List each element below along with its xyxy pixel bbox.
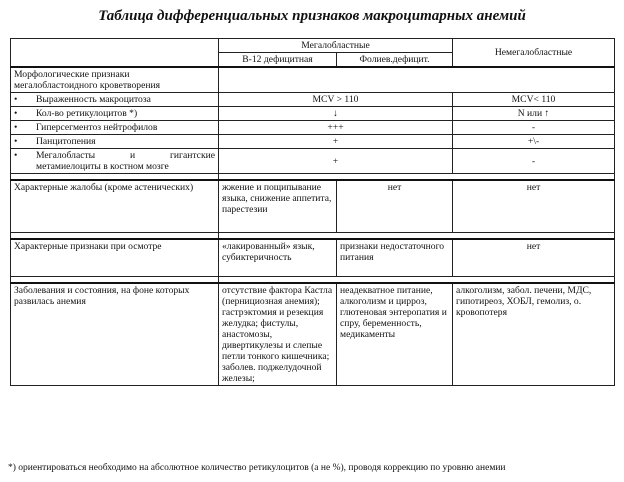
complaints-row [11,180,615,232]
footnote: *) ориентироваться необходимо на абсолютное количество ретикулоцитов (а не %), проводя коррекцию по уровню анемии [8,463,506,473]
header-empty-cell [11,39,219,68]
morph-label: • Мегалобласты и гигантские метамиелоциты в костном мозге [11,149,219,174]
morph-row [11,107,615,121]
morph-row [11,121,615,135]
morph-mega-value: MCV > 110 [219,93,453,107]
complaints-label: Характерные жалобы (кроме астенических) [11,180,219,232]
morph-mega-value: ↓ [219,107,453,121]
morph-mega-value: +++ [219,121,453,135]
diseases-b12: отсутствие фактора Кастла (пернициозная анемия); гастрэктомия и резекция желудка; фистулы, анастомозы, дивертикулезы и слепые петли тонкого кишечника; заболев. поджелудочной железы; [219,283,337,386]
exam-folate: признаки недостаточного питания [337,239,453,277]
morph-label: • Выраженность макроцитоза [11,93,219,107]
complaints-b12: жжение и пощипывание языка, снижение аппетита, парестезии [219,180,337,232]
morph-nonmega-value: +\- [453,135,615,149]
morph-label: • Кол-во ретикулоцитов *) [11,107,219,121]
complaints-nonmega: нет [453,180,615,232]
morph-row [11,93,615,107]
exam-label: Характерные признаки при осмотре [11,239,219,277]
exam-b12: «лакированный» язык, субиктеричность [219,239,337,277]
header-b12: В-12 дефицитная [219,53,337,68]
morph-nonmega-value: N или ↑ [453,107,615,121]
morph-row [11,135,615,149]
morph-section-row [11,67,615,93]
morph-label: • Гиперсегментоз нейтрофилов [11,121,219,135]
page-title: Таблица дифференциальных признаков макроцитарных анемий [98,8,526,24]
diseases-folate: неадекватное питание, алкоголизм и цирроз, глютеновая энтеропатия и спру, беременность, медикаменты [337,283,453,386]
morph-row [11,149,615,174]
diseases-nonmega: алкоголизм, забол. печени, МДС, гипотиреоз, ХОБЛ, гемолиз, о. кровопотеря [453,283,615,386]
header-row [11,39,615,53]
exam-nonmega: нет [453,239,615,277]
morph-section-label: Морфологические признаки мегалобластоидного кроветворения [11,67,219,93]
header-megaloblastic: Мегалобластные [219,39,453,53]
morph-nonmega-value: - [453,149,615,174]
morph-nonmega-value: - [453,121,615,135]
morph-section-empty [219,67,615,93]
exam-row [11,239,615,277]
complaints-folate: нет [337,180,453,232]
header-folate: Фолиев.дефицит. [337,53,453,68]
diseases-label: Заболевания и состояния, на фоне которых развилась анемия [11,283,219,386]
diseases-row [11,283,615,386]
differential-table [10,38,615,386]
morph-mega-value: + [219,149,453,174]
morph-label: • Панцитопения [11,135,219,149]
header-nonmegaloblastic: Немегалобластные [453,39,615,68]
morph-mega-value: + [219,135,453,149]
morph-nonmega-value: MCV< 110 [453,93,615,107]
